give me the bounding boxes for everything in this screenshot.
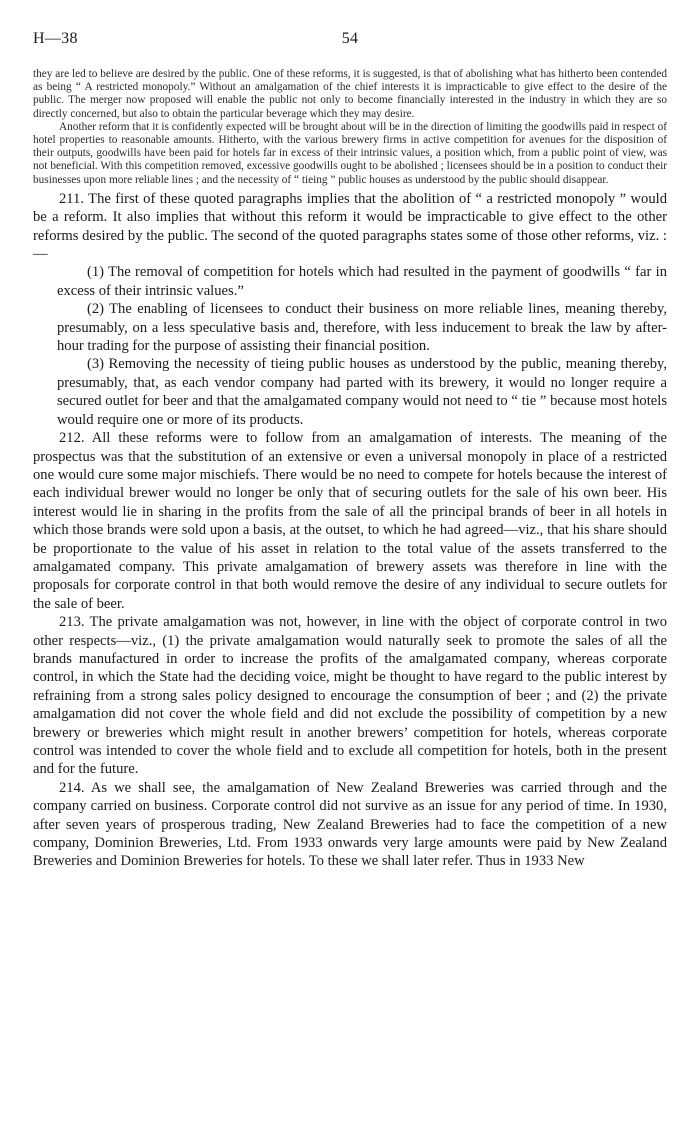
quoted-paragraph-2: Another reform that it is confidently expected will be brought about will be in the direction of limiting the goodwills paid in respect of hotel properties to reasonable amounts. Hitherto, with the various brewery firms in active competition for avenues for the disposition of their outputs, goodwills have been paid for hotels far in excess of their intrinsic values, a position which, from a public point of view, was not beneficial. With this competition removed, excessive goodwills ought to be abolished ; licensees should be in a position to conduct their businesses upon more reliable lines ; and the necessity of “ tieing ” public houses as understood by the public should disappear. <box>33 120 667 186</box>
document-reference: H—38 <box>33 30 78 47</box>
paragraph-212: 212. All these reforms were to follow from an amalgamation of interests. The meaning of the prospectus was that the substitution of an extensive or even a universal monopoly in place of a restricted one would cure some major mischiefs. There would be no need to compete for hotels because the interest of each individual brewer would no longer be only that of securing outlets for the sale of his own beer. His interest would lie in sharing in the profits from the sale of all the principal brands of beer in all hotels in which those brands were sold upon a basis, at the outset, to which he had agreed—viz., that his share should be proportionate to the value of his asset in relation to the total value of the assets transferred to the amalgamated company. This private amalgamation of brewery assets was therefore in line with the proposals for corporate control in that both would remove the desire of any individual to secure outlets for the sale of beer. <box>33 430 667 612</box>
page-number: 54 <box>341 30 359 47</box>
page-body <box>33 68 667 871</box>
list-item: (3) Removing the necessity of tieing public houses as understood by the public, meaning thereby, presumably, that, as each vendor company had parted with its brewery, it would no longer require a secured outlet for beer and that the amalgamated company would not need to “ tie ” because most hotels would require one or more of its products. <box>57 356 667 428</box>
reforms-list <box>33 263 667 429</box>
list-item: (2) The enabling of licensees to conduct their business on more reliable lines, meaning thereby, presumably, on a less speculative basis and, therefore, with less inducement to break the law by after-hour trading for the purpose of assisting their financial position. <box>57 301 667 355</box>
list-item: (1) The removal of competition for hotels which had resulted in the payment of goodwills “ far in excess of their intrinsic values.” <box>57 264 667 299</box>
paragraph-214: 214. As we shall see, the amalgamation of New Zealand Breweries was carried through and the company carried on business. Corporate control did not survive as an issue for any period of time. In 1930, after seven years of prosperous trading, New Zealand Breweries had to face the competition of a new company, Dominion Breweries, Ltd. From 1933 onwards very large amounts were paid by New Zealand Breweries and Dominion Breweries for hotels. To these we shall later refer. Thus in 1933 New <box>33 779 667 870</box>
paragraph-213: 213. The private amalgamation was not, however, in line with the object of corporate control in two other respects—viz., (1) the private amalgamation would naturally seek to promote the sales of all the brands manufactured in order to increase the profits of the amalgamated company, whereas corporate control, in which the State had the deciding voice, might be thought to have regard to the public interest by refraining from a strong sales policy designed to encourage the consumption of beer ; and (2) the private amalgamation did not cover the whole field and did not exclude the possibility of competition by a new brewery or breweries which might result in another brewers’ competition for hotels, whereas corporate control was intended to cover the whole field and to exclude all competition for hotels, both in the present and for the future. <box>33 614 667 778</box>
quoted-paragraph-1: they are led to believe are desired by the public. One of these reforms, it is suggested, is that of abolishing what has hitherto been contended as being “ A restricted monopoly.” Without an amalgamation of the chief interests it is impracticable to give effect to the desire of the public. The merger now proposed will enable the public not only to become financially interested in the industry in which they are so directly concerned, but also to obtain the particular beverage which they may desire. <box>33 68 667 120</box>
paragraph-211: 211. The first of these quoted paragraphs implies that the abolition of “ a restricted monopoly ” would be a reform. It also implies that without this reform it would be impracticable to give effect to the other reforms desired by the public. The second of the quoted paragraphs states some of those other reforms, viz. :— <box>33 190 667 263</box>
